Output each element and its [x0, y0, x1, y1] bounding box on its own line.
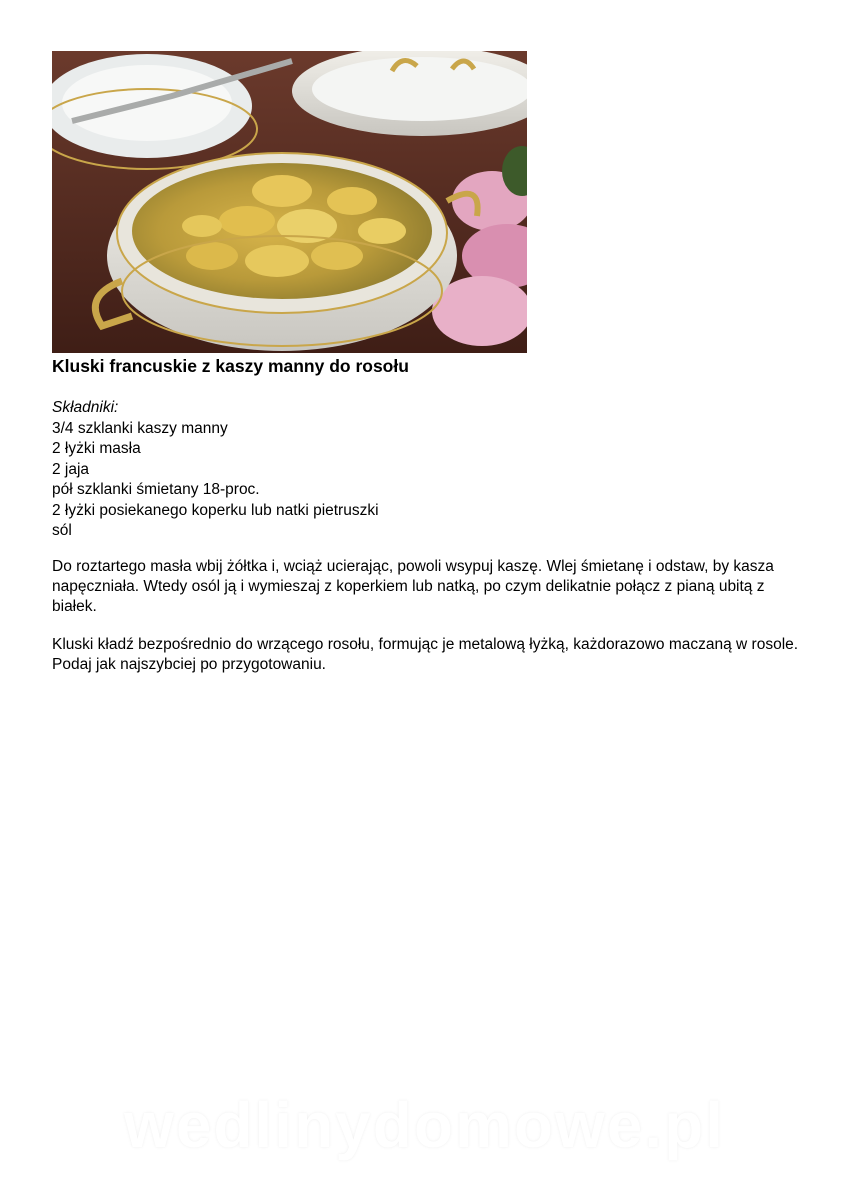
soup-tureen-illustration	[52, 51, 527, 353]
instructions-paragraph-2: Kluski kładź bezpośrednio do wrzącego rosołu, formując je metalową łyżką, każdorazowo maczaną w rosole. Podaj jak najszybciej po przygotowaniu.	[52, 636, 799, 673]
ingredients-list	[52, 419, 379, 542]
recipe-title: Kluski francuskie z kaszy manny do rosołu	[52, 356, 409, 376]
ingredient-item: sól	[52, 522, 72, 539]
ingredient-item: 3/4 szklanki kaszy manny	[52, 419, 228, 437]
soup-photo	[52, 51, 527, 353]
ingredient-item: pół szklanki śmietany 18-proc.	[52, 481, 260, 498]
instructions-paragraph-1: Do roztartego masła wbij żółtka i, wciąż ucierając, powoli wsypuj kaszę. Wlej śmietanę i odstaw, by kasza napęczniała. Wtedy osól ją i wymieszaj z koperkiem lub natką, po czym delikatnie połącz z pianą ubitą z białek.	[52, 558, 774, 615]
ingredient-item: 2 łyżki masła	[52, 440, 141, 457]
ingredients-label: Składniki:	[52, 399, 119, 416]
ingredient-item: 2 jaja	[52, 460, 90, 478]
ingredients-section	[52, 398, 379, 542]
site-watermark: wedlinydomowe.pl	[124, 1089, 725, 1161]
ingredient-item: 2 łyżki posiekanego koperku lub natki pietruszki	[52, 501, 379, 519]
